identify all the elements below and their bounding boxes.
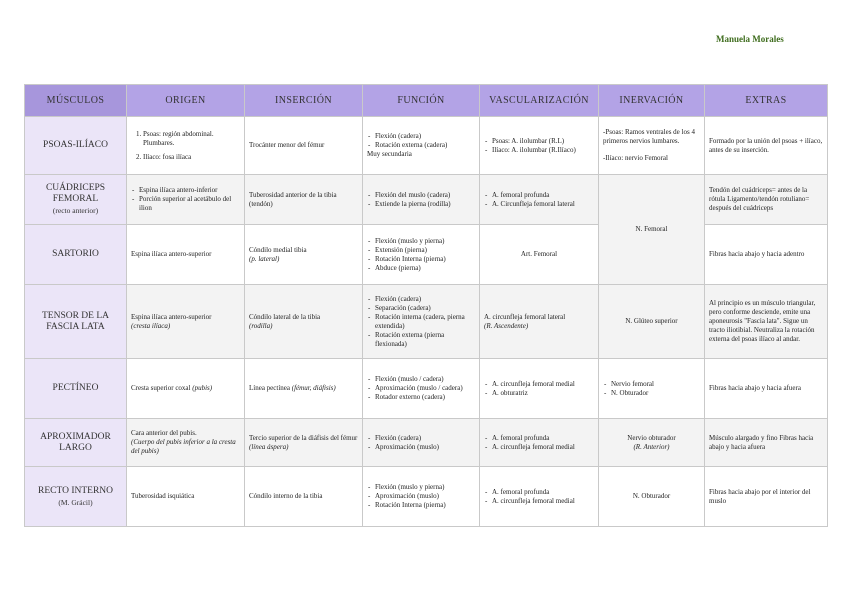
origen-text: Espina ilíaca antero-superior (131, 312, 212, 321)
inervacion-item: - Nervio femoral (603, 380, 700, 389)
funcion-item: - Flexión (muslo y pierna) (367, 483, 475, 492)
vasc-cell (480, 467, 599, 527)
vasc-cell (480, 117, 599, 175)
funcion-cell (363, 467, 480, 527)
funcion-note: Muy secundaria (367, 150, 412, 158)
author-name: Manuela Morales (716, 34, 784, 44)
insercion-note: (fémur, diáfisis) (291, 384, 336, 392)
table-row (25, 117, 828, 175)
vasc-item: - A. circunfleja femoral medial (484, 380, 594, 389)
funcion-item: - Rotación Interna (pierna) (367, 501, 475, 510)
header-funcion: FUNCIÓN (363, 85, 480, 117)
funcion-cell (363, 285, 480, 359)
inervacion-item: -Psoas: Ramos ventrales de los 4 primeros nervios lumbares. (603, 128, 695, 145)
inervacion-cell: N. Femoral (599, 175, 705, 285)
insercion-cell (245, 285, 363, 359)
inervacion-cell: N. Obturador (599, 467, 705, 527)
funcion-item: - Flexión (muslo y pierna) (367, 237, 475, 246)
origen-item: 2. Ilíaco: fosa ilíaca (143, 153, 240, 162)
muscle-table (24, 84, 828, 527)
insercion-cell (245, 419, 363, 467)
vasc-cell (480, 175, 599, 225)
origen-cell (127, 359, 245, 419)
funcion-item: - Aproximación (muslo) (367, 443, 475, 452)
header-inervacion: INERVACIÓN (599, 85, 705, 117)
inervacion-text: Nervio obturador (627, 433, 676, 442)
funcion-item: - Aproximación (muslo / cadera) (367, 384, 475, 393)
funcion-item: - Extensión (pierna) (367, 246, 475, 255)
extras-cell: Fibras hacia abajo y hacia adentro (705, 225, 828, 285)
insercion-text: Línea pectínea (249, 384, 291, 392)
vasc-cell: Art. Femoral (480, 225, 599, 285)
muscle-subtitle: (recto anterior) (52, 206, 99, 215)
funcion-item: - Aproximación (muslo) (367, 492, 475, 501)
extras-cell: Fibras hacia abajo por el interior del muslo (705, 467, 828, 527)
funcion-cell (363, 419, 480, 467)
vasc-item: - A. Circunfleja femoral lateral (484, 200, 594, 209)
inervacion-item: - N. Obturador (603, 389, 700, 398)
funcion-cell (363, 175, 480, 225)
extras-cell: Formado por la unión del psoas + ilíaco, antes de su inserción. (705, 117, 828, 175)
table-row (25, 467, 828, 527)
table-row (25, 419, 828, 467)
origen-cell: Tuberosidad isquiática (127, 467, 245, 527)
vasc-item: - A. femoral profunda (484, 434, 594, 443)
insercion-cell (245, 359, 363, 419)
vasc-text: A. circunfleja femoral lateral (484, 312, 566, 321)
extras-cell: Músculo alargado y fino Fibras hacia abajo y hacia afuera (705, 419, 828, 467)
header-extras: EXTRAS (705, 85, 828, 117)
header-origen: ORIGEN (127, 85, 245, 117)
origen-text: Cara anterior del pubis. (131, 429, 197, 437)
muscle-name: SARTORIO (25, 225, 127, 285)
insercion-cell (245, 225, 363, 285)
table-row (25, 225, 828, 285)
origen-cell (127, 175, 245, 225)
insercion-note: (línea áspera) (249, 442, 289, 451)
origen-note: (cresta ilíaca) (131, 321, 171, 330)
vasc-item: - A. femoral profunda (484, 191, 594, 200)
header-insercion: INSERCIÓN (245, 85, 363, 117)
extras-cell: Fibras hacia abajo y hacia afuera (705, 359, 828, 419)
inervacion-cell: N. Glúteo superior (599, 285, 705, 359)
origen-item: 1. Psoas: región abdominal. Plumbares. (143, 130, 240, 148)
muscle-cell (25, 467, 127, 527)
table-row (25, 285, 828, 359)
funcion-cell (363, 359, 480, 419)
table-row (25, 175, 828, 225)
vasc-note: (R. Ascendente) (484, 321, 529, 330)
vasc-cell (480, 359, 599, 419)
muscle-name: PECTÍNEO (25, 359, 127, 419)
insercion-note: (rodilla) (249, 321, 273, 330)
funcion-cell (363, 225, 480, 285)
origen-cell (127, 117, 245, 175)
origen-item: - Porción superior al acetábulo del ilion (131, 195, 240, 213)
funcion-item: - Flexión (cadera) (367, 434, 475, 443)
funcion-item: - Separación (cadera) (367, 304, 475, 313)
funcion-item: - Flexión (cadera) (367, 132, 475, 141)
insercion-text: Cóndilo lateral de la tibia (249, 312, 321, 321)
muscle-name: CUÁDRICEPS FEMORAL (45, 183, 106, 204)
muscle-subtitle: (M. Grácil) (58, 497, 93, 507)
origen-note: (pubis) (192, 384, 213, 392)
vasc-item: - A. circunfleja femoral medial (484, 497, 594, 506)
origen-cell (127, 285, 245, 359)
funcion-cell (363, 117, 480, 175)
funcion-item: - Rotación externa (pierna flexionada) (367, 331, 475, 349)
vasc-item: - Psoas: A. ilolumbar (R.L) (484, 137, 594, 146)
origen-item: - Espina ilíaca antero-inferior (131, 186, 240, 195)
extras-cell: Al principio es un músculo triangular, pero conforme desciende, emite una aponeurosis "Fascia lata". Sigue un tracto iliotibial. Neutraliza la rotación externa del psoas ilíaco al andar. (705, 285, 828, 359)
origen-text: Cresta superior coxal (131, 384, 191, 392)
origen-note: (Cuerpo del pubis inferior a la cresta del pubis) (131, 438, 236, 455)
funcion-item: - Rotador externo (cadera) (367, 393, 475, 402)
funcion-item: - Flexión (cadera) (367, 295, 475, 304)
insercion-note: (p. lateral) (249, 254, 280, 263)
funcion-item: - Rotación Interna (pierna) (367, 255, 475, 264)
muscle-cell (25, 175, 127, 225)
insercion-cell: Tuberosidad anterior de la tibia (tendón) (245, 175, 363, 225)
inervacion-cell (599, 419, 705, 467)
muscle-name: TENSOR DE LA FASCIA LATA (25, 285, 127, 359)
header-row (25, 85, 828, 117)
inervacion-cell (599, 359, 705, 419)
origen-cell: Espina ilíaca antero-superior (127, 225, 245, 285)
origen-cell (127, 419, 245, 467)
vasc-cell (480, 419, 599, 467)
muscle-name: APROXIMADOR LARGO (25, 419, 127, 467)
insercion-text: Tercio superior de la diáfisis del fémur (249, 433, 358, 442)
funcion-item: - Extiende la pierna (rodilla) (367, 200, 475, 209)
insercion-cell: Trocánter menor del fémur (245, 117, 363, 175)
vasc-item: - A. circunfleja femoral medial (484, 443, 594, 452)
table-row (25, 359, 828, 419)
muscle-name: PSOAS-ILÍACO (25, 117, 127, 175)
vasc-item: - Ilíaco: A. ilolumbar (R.Ilíaco) (484, 146, 594, 155)
funcion-item: - Flexión (muslo / cadera) (367, 375, 475, 384)
vasc-item: - A. obturatriz (484, 389, 594, 398)
header-musculos: MÚSCULOS (25, 85, 127, 117)
inervacion-cell (599, 117, 705, 175)
funcion-item: - Rotación externa (cadera) (367, 141, 475, 150)
insercion-text: Cóndilo medial tibia (249, 245, 307, 254)
funcion-item: - Flexión del muslo (cadera) (367, 191, 475, 200)
extras-cell: Tendón del cuádriceps= antes de la rótula Ligamento/tendón rotuliano= después del cuádriceps (705, 175, 828, 225)
funcion-item: - Abduce (pierna) (367, 264, 475, 273)
insercion-cell: Cóndilo interno de la tibia (245, 467, 363, 527)
muscle-name: RECTO INTERNO (37, 485, 114, 496)
vasc-item: - A. femoral profunda (484, 488, 594, 497)
header-vascularizacion: VASCULARIZACIÓN (480, 85, 599, 117)
vasc-cell (480, 285, 599, 359)
funcion-item: - Rotación interna (cadera, pierna extendida) (367, 313, 475, 331)
inervacion-note: (R. Anterior) (633, 442, 670, 451)
inervacion-item: -Ilíaco: nervio Femoral (603, 154, 668, 162)
